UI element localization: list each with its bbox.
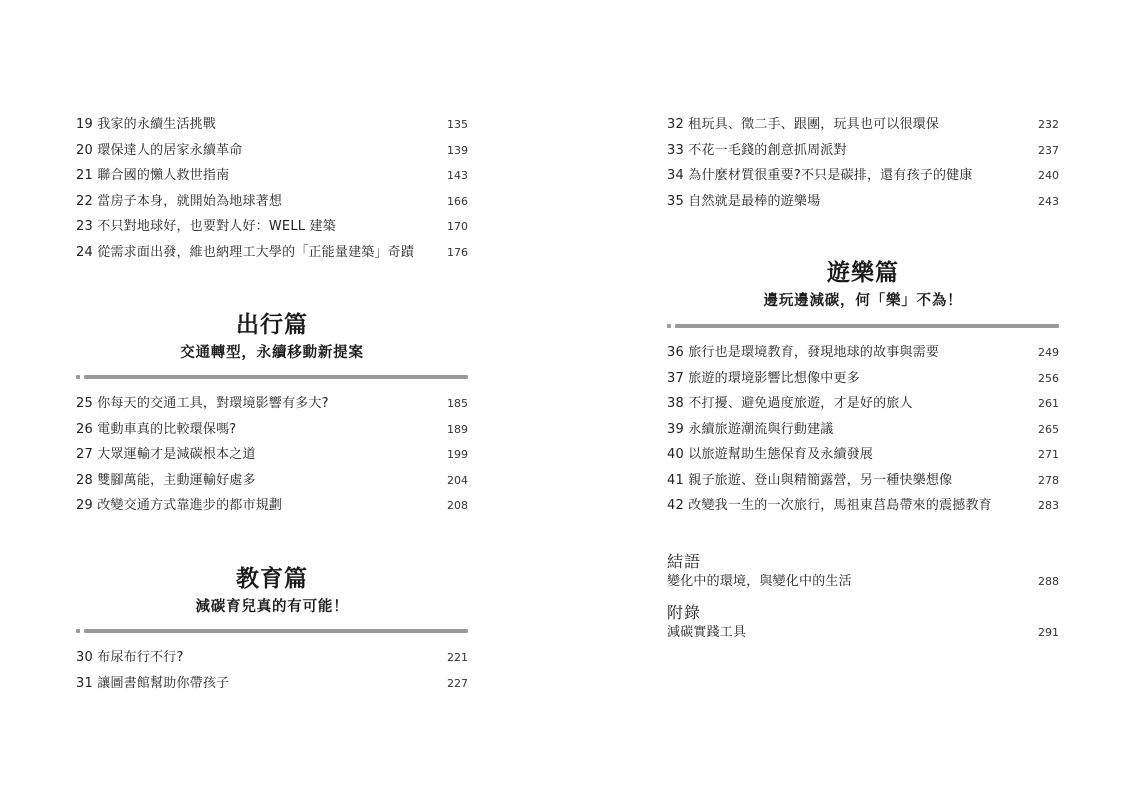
toc-entry[interactable] <box>76 112 468 138</box>
entry-page: 139 <box>447 143 468 157</box>
entry-page: 227 <box>447 676 468 690</box>
conclusion-heading: 結語 <box>667 552 702 571</box>
entry-page: 204 <box>447 473 468 487</box>
toc-entry[interactable] <box>76 189 468 215</box>
entry-page: 208 <box>447 499 468 512</box>
section-title: 出行篇 <box>236 312 308 338</box>
entry-title: 35 自然就是最棒的遊樂場 <box>667 193 821 209</box>
entry-page: 243 <box>1038 194 1059 208</box>
toc-entry[interactable] <box>667 163 1059 189</box>
entry-title: 38 不打擾、避免過度旅遊，才是好的旅人 <box>667 396 913 411</box>
section-heading-play <box>667 258 1059 312</box>
toc-entry[interactable] <box>76 645 468 671</box>
toc-list-education-cont <box>667 112 1059 214</box>
entry-title: 39 永續旅遊潮流與行動建議 <box>667 421 834 437</box>
entry-title: 25 你每天的交通工具，對環境影響有多大? <box>76 396 329 411</box>
entry-title: 42 改變我一生的一次旅行，馬祖東莒島帶來的震撼教育 <box>667 498 992 513</box>
entry-page: 271 <box>1038 448 1059 461</box>
toc-entry[interactable] <box>667 189 1059 215</box>
entry-title: 變化中的環境，與變化中的生活 <box>667 574 852 589</box>
entry-page: 221 <box>447 651 468 664</box>
entry-title: 19 我家的永續生活挑戰 <box>76 117 217 132</box>
entry-title: 30 布尿布行不行? <box>76 650 184 665</box>
entry-page: 189 <box>447 422 468 436</box>
section-subtitle: 減碳育兒真的有可能！ <box>195 599 349 615</box>
toc-list-play <box>667 340 1059 519</box>
toc-entry[interactable] <box>76 214 468 240</box>
entry-page: 288 <box>1038 575 1059 588</box>
toc-entry[interactable] <box>667 417 1059 443</box>
toc-entry[interactable] <box>667 569 1059 595</box>
entry-page: 185 <box>447 397 468 410</box>
appendix-heading: 附錄 <box>667 603 702 622</box>
entry-page: 265 <box>1038 422 1059 436</box>
toc-entry[interactable] <box>76 417 468 443</box>
entry-page: 249 <box>1038 346 1059 359</box>
toc-list-conclusion <box>667 569 1059 595</box>
toc-entry[interactable] <box>76 138 468 164</box>
entry-title: 減碳實踐工具 <box>667 625 747 640</box>
entry-title: 32 租玩具、徵二手、跟團，玩具也可以很環保 <box>667 117 940 132</box>
entry-page: 143 <box>447 169 468 182</box>
toc-entry[interactable] <box>667 138 1059 164</box>
toc-entry[interactable] <box>667 391 1059 417</box>
entry-title: 28 雙腳萬能，主動運輸好處多 <box>76 472 256 488</box>
entry-page: 256 <box>1038 371 1059 385</box>
entry-page: 278 <box>1038 473 1059 487</box>
toc-entry[interactable] <box>667 468 1059 494</box>
toc-list-home <box>76 112 468 265</box>
entry-page: 291 <box>1038 626 1059 639</box>
entry-title: 31 讓圖書館幫助你帶孩子 <box>76 675 230 691</box>
entry-title: 21 聯合國的懶人救世指南 <box>76 168 230 183</box>
entry-title: 26 電動車真的比較環保嗎? <box>76 421 237 437</box>
entry-page: 232 <box>1038 118 1059 131</box>
entry-title: 34 為什麼材質很重要?不只是碳排，還有孩子的健康 <box>667 168 973 183</box>
toc-entry[interactable] <box>76 163 468 189</box>
entry-page: 283 <box>1038 499 1059 512</box>
toc-entry[interactable] <box>667 620 1059 646</box>
toc-entry[interactable] <box>667 442 1059 468</box>
entry-title: 41 親子旅遊、登山與精簡露營，另一種快樂想像 <box>667 472 953 488</box>
toc-entry[interactable] <box>76 468 468 494</box>
section-title: 遊樂篇 <box>827 260 899 286</box>
toc-entry[interactable] <box>667 493 1059 519</box>
entry-title: 33 不花一毛錢的創意抓周派對 <box>667 142 847 158</box>
toc-entry[interactable] <box>667 340 1059 366</box>
entry-page: 170 <box>447 220 468 233</box>
entry-page: 199 <box>447 448 468 461</box>
toc-entry[interactable] <box>667 366 1059 392</box>
entry-title: 36 旅行也是環境教育，發現地球的故事與需要 <box>667 345 940 360</box>
section-divider <box>76 375 468 379</box>
section-divider <box>76 629 468 633</box>
toc-entry[interactable] <box>76 442 468 468</box>
toc-list-transport <box>76 391 468 519</box>
section-subtitle: 邊玩邊減碳，何「樂」不為！ <box>763 293 963 309</box>
entry-page: 237 <box>1038 143 1059 157</box>
toc-list-education <box>76 645 468 696</box>
entry-title: 29 改變交通方式靠進步的都市規劃 <box>76 498 283 513</box>
entry-title: 24 從需求面出發，維也納理工大學的「正能量建築」奇蹟 <box>76 244 415 260</box>
entry-title: 23 不只對地球好，也要對人好：WELL 建築 <box>76 219 336 234</box>
toc-entry[interactable] <box>76 671 468 697</box>
toc-entry[interactable] <box>76 240 468 266</box>
section-heading-education <box>76 564 468 618</box>
entry-page: 135 <box>447 118 468 131</box>
section-heading-transport <box>76 310 468 364</box>
entry-title: 37 旅遊的環境影響比想像中更多 <box>667 370 860 386</box>
entry-title: 22 當房子本身，就開始為地球著想 <box>76 193 283 209</box>
section-divider <box>667 324 1059 328</box>
entry-page: 261 <box>1038 397 1059 410</box>
entry-title: 27 大眾運輸才是減碳根本之道 <box>76 447 256 462</box>
section-title: 教育篇 <box>236 566 308 592</box>
entry-title: 40 以旅遊幫助生態保育及永續發展 <box>667 447 874 462</box>
entry-page: 176 <box>447 245 468 259</box>
toc-list-appendix <box>667 620 1059 646</box>
toc-entry[interactable] <box>76 493 468 519</box>
entry-page: 240 <box>1038 169 1059 182</box>
entry-title: 20 環保達人的居家永續革命 <box>76 142 243 158</box>
entry-page: 166 <box>447 194 468 208</box>
toc-entry[interactable] <box>76 391 468 417</box>
section-subtitle: 交通轉型，永續移動新提案 <box>180 345 364 361</box>
toc-entry[interactable] <box>667 112 1059 138</box>
